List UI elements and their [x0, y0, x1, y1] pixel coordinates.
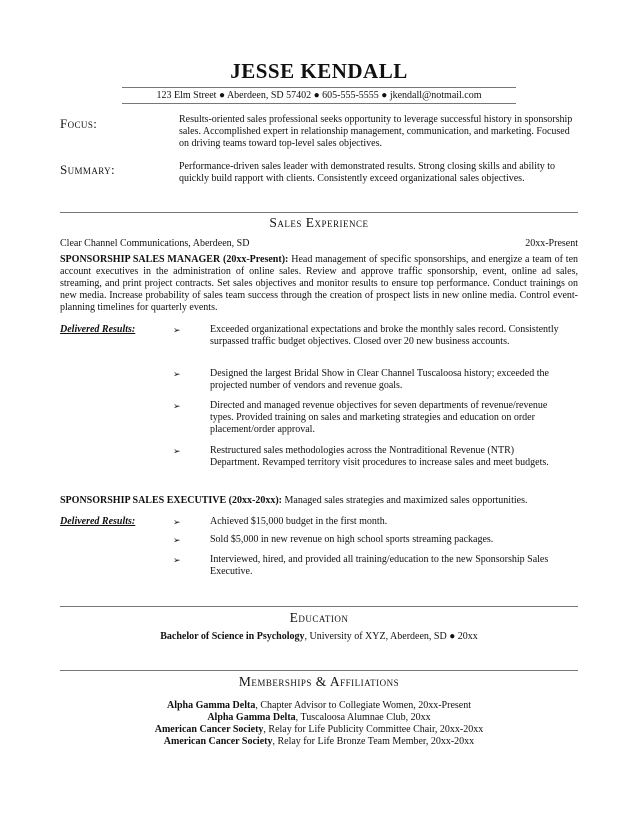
job-1-result-1: Exceeded organizational expectations and broke the monthly sales record. Consistently surpassed traffic budget objectives. Closed over 20 new business accounts.	[210, 324, 559, 347]
membership-item	[0, 736, 638, 748]
membership-org: American Cancer Society	[163, 736, 273, 747]
job-2-result-2: Sold $5,000 in new revenue on high school sports streaming packages.	[210, 534, 494, 545]
summary-label: Summary:	[60, 162, 116, 177]
job-1-result-4: Restructured sales methodologies across the Nontraditional Revenue (NTR) Department. Revamped territory visit procedures to increase sales and meet budgets.	[210, 445, 549, 468]
education-details: , University of XYZ, Aberdeen, SD ● 20xx	[304, 631, 478, 642]
employer-dates: 20xx-Present	[525, 238, 578, 249]
job-2-description-block	[60, 495, 578, 507]
focus-label: Focus:	[60, 116, 98, 131]
job-2-description: Managed sales strategies and maximized sales opportunities.	[284, 495, 528, 506]
employer-line	[60, 238, 578, 250]
membership-detail: , Relay for Life Bronze Team Member, 20xx-20xx	[272, 736, 475, 747]
job-2-result-3: Interviewed, hired, and provided all training/education to the new Sponsorship Sales Executive.	[210, 554, 549, 577]
job-1-description-block	[60, 254, 578, 314]
resume-name: JESSE KENDALL	[230, 59, 408, 83]
membership-org: American Cancer Society	[154, 724, 264, 735]
membership-detail: , Relay for Life Publicity Committee Chair, 20xx-20xx	[263, 724, 484, 735]
membership-detail: , Chapter Advisor to Collegiate Women, 20xx-Present	[255, 700, 471, 711]
education-line	[0, 631, 638, 643]
header-rule-bottom	[122, 103, 516, 104]
arrow-bullet-icon: ➢	[173, 556, 181, 566]
arrow-bullet-icon: ➢	[173, 447, 181, 457]
header-rule-top	[122, 87, 516, 88]
membership-item	[0, 700, 638, 712]
education-heading: Education	[289, 610, 349, 625]
arrow-bullet-icon: ➢	[173, 326, 181, 336]
focus-text: Results-oriented sales professional seeks opportunity to leverage successful history in sponsorship sales. Accomplished expert in relationship management, communication, and marketing. Focused on driving teams toward top-level sales objectives.	[179, 114, 573, 149]
experience-heading: Sales Experience	[269, 215, 369, 230]
membership-item	[0, 724, 638, 736]
arrow-bullet-icon: ➢	[173, 536, 181, 546]
job-1-title: SPONSORSHIP SALES MANAGER (20xx-Present):	[60, 254, 289, 265]
contact-line: 123 Elm Street ● Aberdeen, SD 57402 ● 605-555-5555 ● jkendall@notmail.com	[156, 90, 482, 101]
job-1-result-2: Designed the largest Bridal Show in Clear Channel Tuscaloosa history; exceeded the projected number of vendors and revenue goals.	[210, 368, 549, 391]
education-degree: Bachelor of Science in Psychology	[160, 631, 305, 642]
memberships-heading: Memberships & Affiliations	[238, 674, 400, 689]
job-1-result-3: Directed and managed revenue objectives for seven departments of revenue/revenue types. Provided training on sales and marketing strategies and education on order placement/order approval.	[210, 400, 548, 435]
membership-org: Alpha Gamma Delta	[167, 700, 256, 711]
job-1-results-label: Delivered Results:	[60, 324, 136, 335]
experience-rule	[60, 212, 578, 213]
arrow-bullet-icon: ➢	[173, 402, 181, 412]
education-rule	[60, 606, 578, 607]
membership-org: Alpha Gamma Delta	[207, 712, 296, 723]
employer-name: Clear Channel Communications, Aberdeen, SD	[60, 238, 250, 249]
membership-detail: , Tuscaloosa Alumnae Club, 20xx	[295, 712, 431, 723]
summary-text: Performance-driven sales leader with demonstrated results. Strong closing skills and ability to quickly build rapport with clients. Consistently exceed organizational sales objectives.	[179, 161, 556, 184]
memberships-rule	[60, 670, 578, 671]
membership-item	[0, 712, 638, 724]
job-2-results-label: Delivered Results:	[60, 516, 136, 527]
job-2-title: SPONSORSHIP SALES EXECUTIVE (20xx-20xx):	[60, 495, 282, 506]
job-2-result-1: Achieved $15,000 budget in the first month.	[210, 516, 388, 527]
arrow-bullet-icon: ➢	[173, 518, 181, 528]
arrow-bullet-icon: ➢	[173, 370, 181, 380]
job-1-description: Head management of specific sponsorships, and energize a team of ten account executives in the administration of online sales. Review and approve traffic sponsorship, event, online ad sales, streaming, and print project contracts. Set sales objectives and monitor results to ensure top performance. Conduct trainings on new media. Increase probability of sales team success through the creation of prospect lists in new online media. Control event-planning timelines for quarterly events.	[60, 254, 579, 313]
